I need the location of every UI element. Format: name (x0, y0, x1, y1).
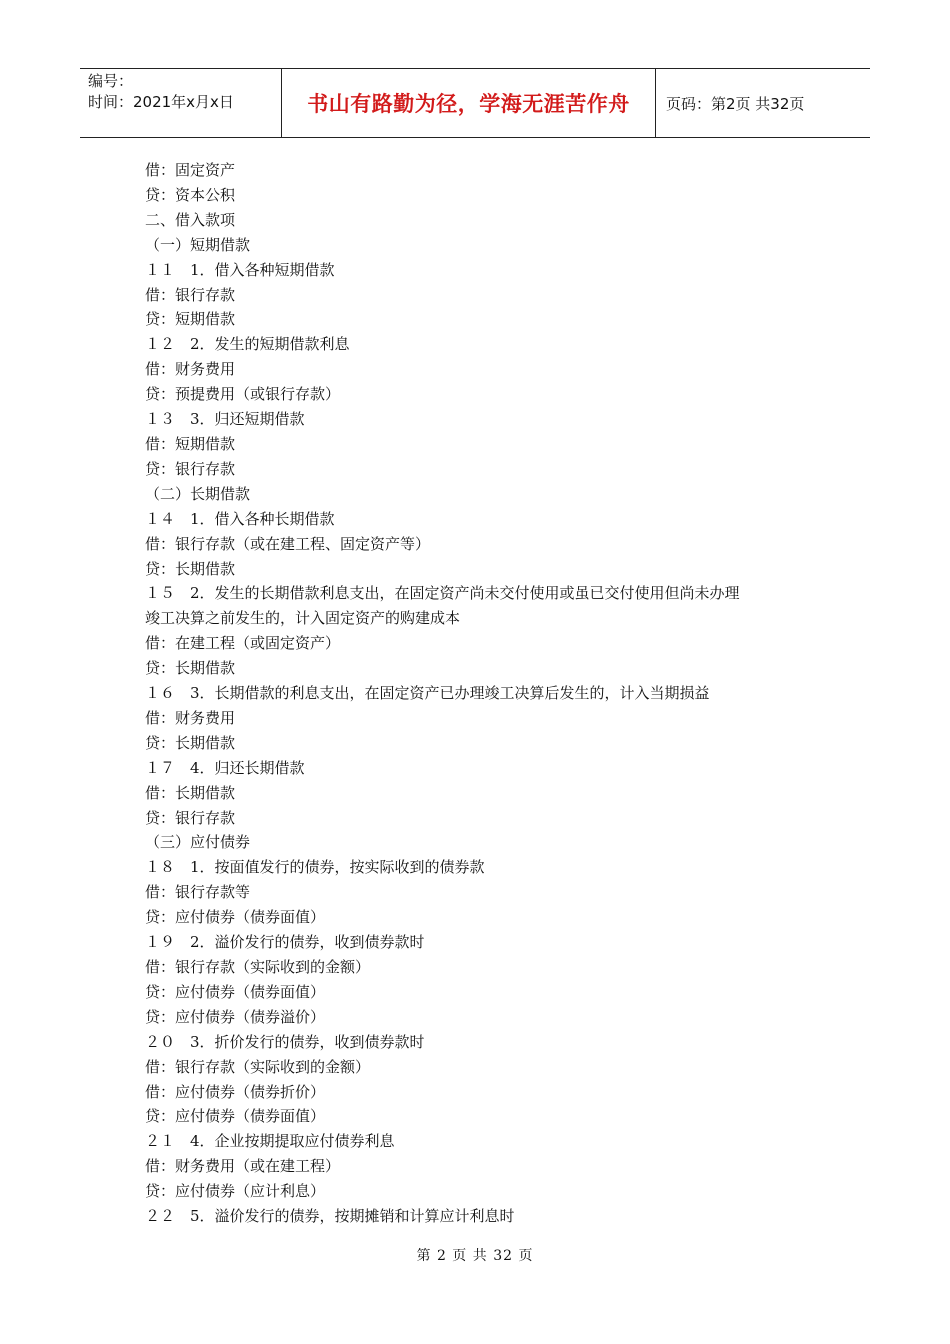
body-line: 借：财务费用 (145, 360, 236, 379)
body-line: 贷：短期借款 (145, 310, 236, 329)
body-line: 贷：应付债券（债券面值） (145, 982, 326, 1001)
body-line: 借：银行存款等 (145, 883, 251, 902)
body-line: １６ 3．长期借款的利息支出，在固定资产已办理竣工决算后发生的，计入当期损益 (145, 684, 710, 703)
document-number-label: 编号： (88, 72, 134, 90)
body-line: １１ 1．借入各种短期借款 (145, 260, 335, 279)
body-line: 借：银行存款（实际收到的金额） (145, 1057, 371, 1076)
header-motto: 书山有路勤为径，学海无涯苦作舟 (307, 92, 630, 116)
body-line: 借：银行存款 (145, 285, 236, 304)
body-line: ２２ 5．溢价发行的债券，按期摊销和计算应计利息时 (145, 1207, 515, 1226)
body-line: １３ 3．归还短期借款 (145, 410, 305, 429)
body-line: 借：在建工程（或固定资产） (145, 634, 341, 653)
body-line: ２０ 3．折价发行的债券，收到债券款时 (145, 1032, 425, 1051)
body-line: 贷：银行存款 (145, 808, 236, 827)
body-line: 贷：长期借款 (145, 733, 236, 752)
body-line: ２１ 4．企业按期提取应付债券利息 (145, 1132, 395, 1151)
body-line: １２ 2．发生的短期借款利息 (145, 335, 350, 354)
body-line: 贷：应付债券（应计利息） (145, 1182, 326, 1201)
body-line: 二、借入款项 (145, 210, 236, 229)
body-line: 贷：长期借款 (145, 559, 236, 578)
body-line: １４ 1．借入各种长期借款 (145, 509, 335, 528)
header-page-info-cell (656, 69, 870, 137)
body-line: 借：应付债券（债券折价） (145, 1082, 326, 1101)
body-line: 贷：应付债券（债券溢价） (145, 1007, 326, 1026)
body-line: 贷：银行存款 (145, 459, 236, 478)
body-line: 借：银行存款（实际收到的金额） (145, 958, 371, 976)
header-page-info: 页码：第2页 共32页 (666, 94, 805, 113)
body-line: 借：固定资产 (145, 161, 236, 179)
body-line: 借：短期借款 (145, 434, 236, 453)
body-line: 贷：长期借款 (145, 659, 236, 678)
document-time: 时间：2021年x月x日 (88, 93, 234, 111)
body-line: 贷：预提费用（或银行存款） (145, 385, 341, 404)
body-line: 贷：资本公积 (145, 185, 236, 204)
body-line: 贷：应付债券（债券面值） (145, 1107, 326, 1126)
header-meta (80, 69, 282, 137)
body-line: 贷：应付债券（债券面值） (145, 908, 326, 927)
header-motto-cell (282, 69, 656, 137)
page-footer: 第 2 页 共 32 页 (416, 1248, 534, 1264)
body-line: １５ 2．发生的长期借款利息支出，在固定资产尚未交付使用或虽已交付使用但尚未办理 (145, 584, 740, 603)
document-body (145, 158, 825, 1229)
body-line: 借：银行存款（或在建工程、固定资产等） (145, 534, 431, 553)
body-line: （一）短期借款 (145, 235, 251, 254)
body-line: （二）长期借款 (145, 484, 251, 503)
body-line: 借：长期借款 (145, 783, 236, 802)
body-line: （三）应付债券 (145, 833, 251, 852)
body-line: １８ 1．按面值发行的债券，按实际收到的债券款 (145, 858, 485, 877)
body-line: １７ 4．归还长期借款 (145, 758, 305, 777)
body-line: １９ 2．溢价发行的债券，收到债券款时 (145, 933, 425, 952)
body-line: 借：财务费用（或在建工程） (145, 1157, 341, 1176)
body-line: 借：财务费用 (145, 708, 236, 727)
page-header (80, 68, 870, 138)
body-line: 竣工决算之前发生的，计入固定资产的购建成本 (145, 609, 461, 628)
